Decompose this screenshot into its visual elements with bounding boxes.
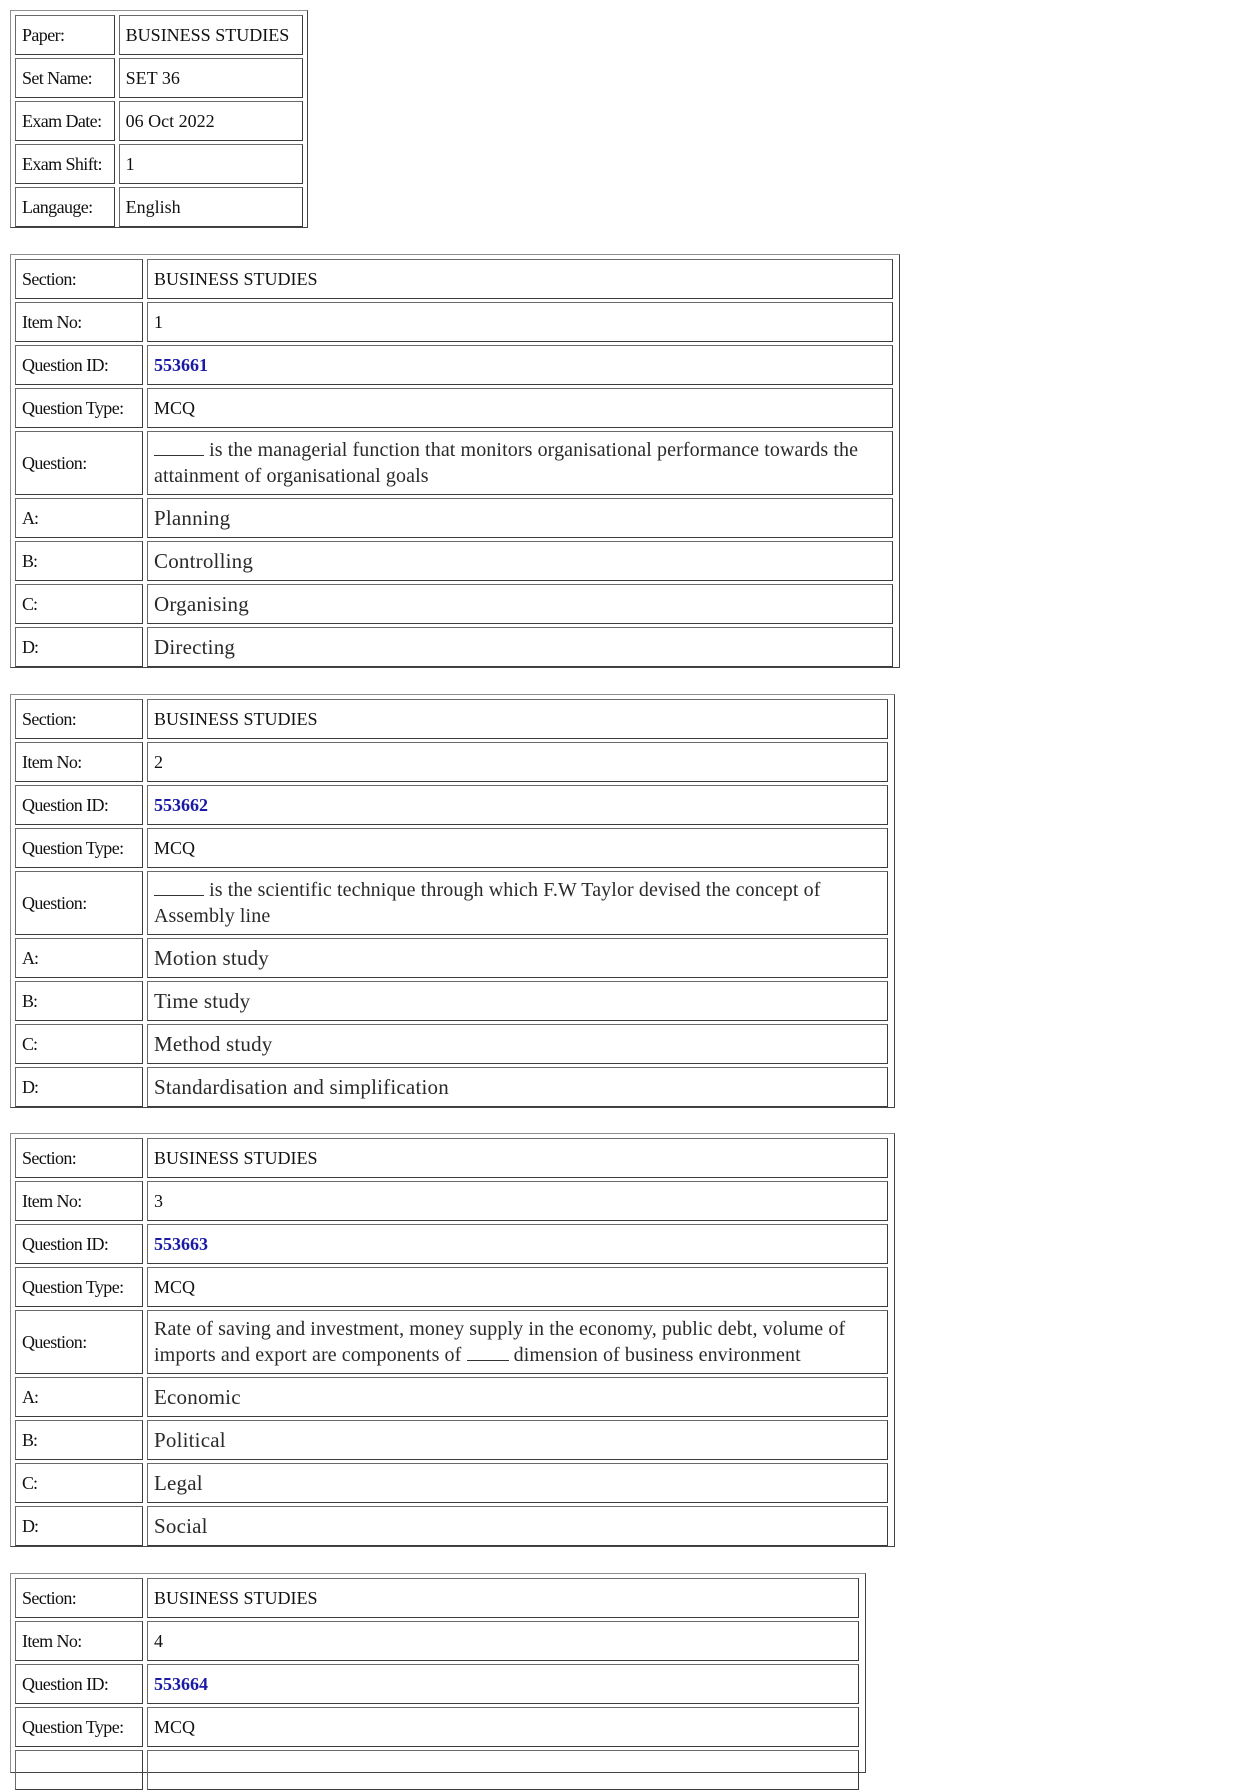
set-name-label: Set Name: [15,58,115,98]
section-row [15,699,890,739]
option-c-label: C: [15,1024,143,1064]
option-b-label: B: [15,981,143,1021]
item-no-value: 3 [147,1181,888,1221]
option-a-label: A: [15,938,143,978]
option-a-row [15,498,895,538]
exam-shift-row [15,144,303,184]
question-row [15,871,890,935]
option-c-text: Method study [147,1024,888,1064]
item-no-value: 2 [147,742,888,782]
question-table [10,1133,895,1547]
question-text-pre: Rate of saving and investment, money supply in the economy, public debt, volume of imports and export are components of [154,1318,846,1366]
language-label: Langauge: [15,187,115,227]
question-type-value: MCQ [147,828,888,868]
question-id-row [15,345,895,385]
option-d-text: Standardisation and simplification [147,1067,888,1107]
question-row [15,431,895,495]
option-d-row [15,627,895,667]
item-no-value: 1 [147,302,893,342]
option-d-text: Directing [147,627,893,667]
option-c-label: C: [15,1463,143,1503]
section-value: BUSINESS STUDIES [147,259,893,299]
item-no-row [15,302,895,342]
option-b-text: Time study [147,981,888,1021]
question-text [154,877,881,929]
option-a-text: Planning [147,498,893,538]
question-text-post: dimension of business environment [508,1344,801,1366]
item-no-value: 4 [147,1621,859,1661]
paper-value: BUSINESS STUDIES [119,15,303,55]
question-text-cell-partial [147,1750,859,1790]
option-b-text: Controlling [147,541,893,581]
option-a-text: Economic [147,1377,888,1417]
option-d-row [15,1506,890,1546]
question-id-label: Question ID: [15,345,143,385]
option-b-label: B: [15,541,143,581]
exam-date-row [15,101,303,141]
question-type-label: Question Type: [15,828,143,868]
section-row [15,259,895,299]
exam-info-table [10,10,308,228]
item-no-row [15,1181,890,1221]
question-text [154,1316,881,1368]
option-a-label: A: [15,1377,143,1417]
exam-shift-value: 1 [119,144,303,184]
exam-date-value: 06 Oct 2022 [119,101,303,141]
question-text-post: is the managerial function that monitors organisational performance towards the attainment of organisational goals [154,439,859,487]
section-value: BUSINESS STUDIES [147,1578,859,1618]
option-b-row [15,541,895,581]
section-label: Section: [15,699,143,739]
option-d-label: D: [15,1067,143,1107]
section-value: BUSINESS STUDIES [147,1138,888,1178]
question-label-partial [15,1750,143,1790]
question-table [10,254,900,668]
exam-shift-label: Exam Shift: [15,144,115,184]
option-b-text: Political [147,1420,888,1460]
option-d-label: D: [15,627,143,667]
section-row [15,1578,861,1618]
option-c-row [15,584,895,624]
option-b-row [15,1420,890,1460]
question-type-row [15,828,890,868]
item-no-label: Item No: [15,302,143,342]
question-id-label: Question ID: [15,785,143,825]
item-no-label: Item No: [15,742,143,782]
option-a-label: A: [15,498,143,538]
question-text-cell [147,1310,888,1374]
fill-in-blank [154,877,204,896]
option-a-text: Motion study [147,938,888,978]
option-c-label: C: [15,584,143,624]
option-d-text: Social [147,1506,888,1546]
question-type-row [15,388,895,428]
fill-in-blank [154,437,204,456]
question-row-partial [15,1750,861,1790]
option-b-row [15,981,890,1021]
question-label: Question: [15,871,143,935]
option-d-row [15,1067,890,1107]
set-name-row [15,58,303,98]
question-type-label: Question Type: [15,1267,143,1307]
question-type-value: MCQ [147,388,893,428]
option-c-row [15,1463,890,1503]
option-c-text: Legal [147,1463,888,1503]
question-row [15,1310,890,1374]
section-label: Section: [15,259,143,299]
question-id-value: 553662 [147,785,888,825]
question-label: Question: [15,431,143,495]
question-id-label: Question ID: [15,1224,143,1264]
question-type-row [15,1267,890,1307]
question-type-row [15,1707,861,1747]
question-id-label: Question ID: [15,1664,143,1704]
question-type-label: Question Type: [15,388,143,428]
question-table [10,1573,866,1773]
language-value: English [119,187,303,227]
language-row [15,187,303,227]
question-id-row [15,1664,861,1704]
item-no-label: Item No: [15,1181,143,1221]
set-name-value: SET 36 [119,58,303,98]
paper-row [15,15,303,55]
option-d-label: D: [15,1506,143,1546]
question-text-cell [147,871,888,935]
question-id-value: 553661 [147,345,893,385]
question-id-row [15,785,890,825]
paper-label: Paper: [15,15,115,55]
question-text [154,437,886,489]
question-table [10,694,895,1108]
item-no-row [15,742,890,782]
section-value: BUSINESS STUDIES [147,699,888,739]
option-a-row [15,1377,890,1417]
option-c-text: Organising [147,584,893,624]
question-label: Question: [15,1310,143,1374]
item-no-row [15,1621,861,1661]
question-type-value: MCQ [147,1707,859,1747]
question-text-cell [147,431,893,495]
question-id-value: 553663 [147,1224,888,1264]
question-id-value: 553664 [147,1664,859,1704]
question-type-label: Question Type: [15,1707,143,1747]
question-type-value: MCQ [147,1267,888,1307]
item-no-label: Item No: [15,1621,143,1661]
exam-date-label: Exam Date: [15,101,115,141]
option-c-row [15,1024,890,1064]
section-label: Section: [15,1138,143,1178]
fill-in-blank [467,1342,509,1361]
question-text-post: is the scientific technique through which F.W Taylor devised the concept of Assembly line [154,879,821,927]
section-row [15,1138,890,1178]
option-a-row [15,938,890,978]
question-id-row [15,1224,890,1264]
option-b-label: B: [15,1420,143,1460]
section-label: Section: [15,1578,143,1618]
